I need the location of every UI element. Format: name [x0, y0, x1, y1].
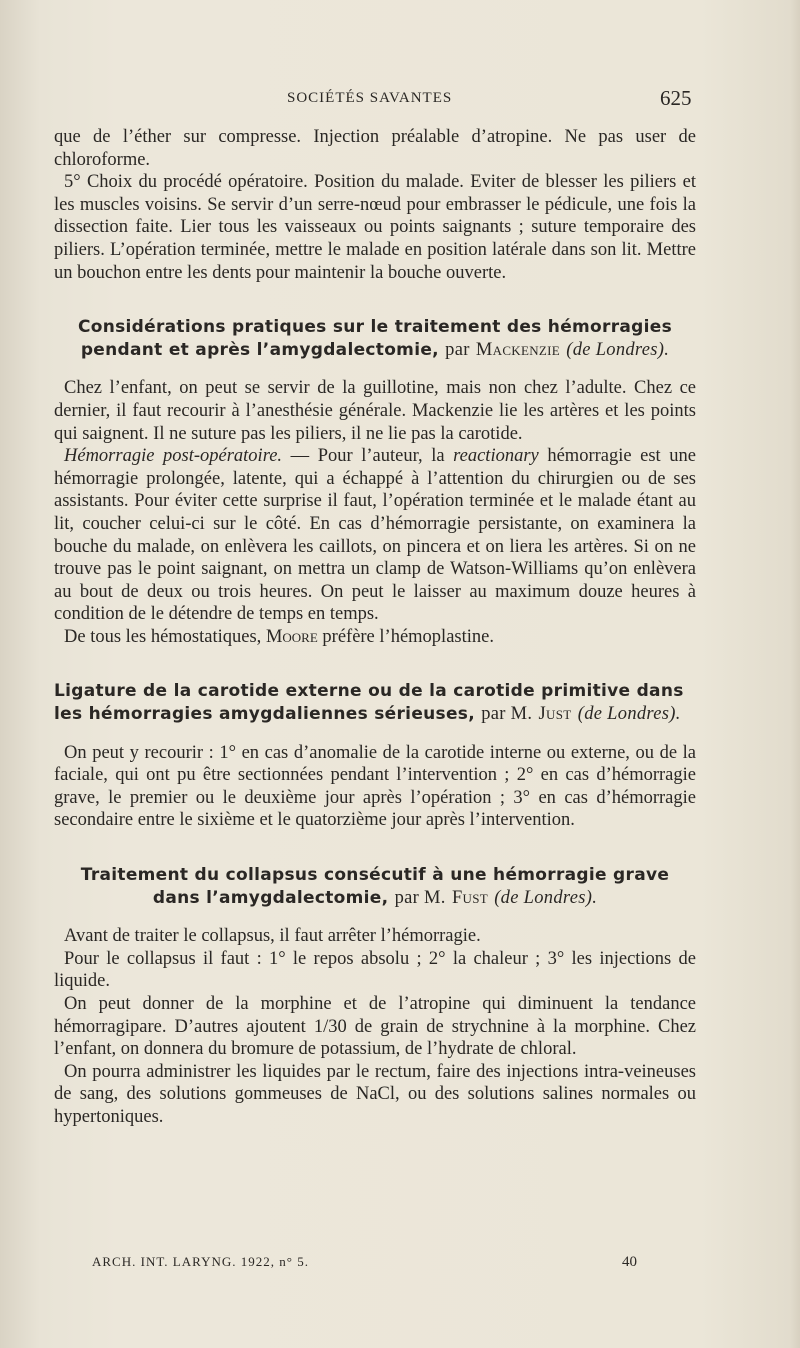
body-paragraph: De tous les hémostatiques, Moore préfère l’hémoplastine.	[64, 626, 494, 647]
section-title-text: Considérations pratiques sur le traitement des hémorragies pendant et après l’amygdalectomie,	[77, 317, 673, 360]
subheading: Hémorragie post-opératoire.	[64, 446, 283, 467]
page-number: 625	[660, 86, 692, 110]
body-paragraph: On peut y recourir : 1° en cas d’anomalie de la carotide interne ou externe, ou de la faciale, qui ont pu être sectionnées pendant l’intervention ; 2° en cas d’hémorragie grave, le premier ou le deuxième jour après l’opération ; 3° en cas d’hémorragie secondaire entre le sixième et le quatorzième jour après l’intervention.	[54, 742, 696, 831]
body-paragraph: Chez l’enfant, on peut se servir de la guillotine, mais non chez l’adulte. Chez ce dernier, il faut recourir à l’anesthésie générale. Mackenzie lie les artères et les points qui saignent. Il ne suture pas les piliers, il ne lie pas la carotide.	[54, 378, 696, 444]
journal-source: ARCH. INT. LARYNG. 1922, n° 5.	[92, 1254, 309, 1269]
section-place: (de Londres).	[494, 887, 598, 908]
section-title-par: par M.	[394, 887, 446, 908]
page-body	[54, 126, 696, 1129]
section-place: (de Londres).	[577, 704, 681, 725]
section-title-text: dans l’amygdalectomie,	[152, 887, 389, 908]
section-title-text: Traitement du collapsus consécutif à une hémorragie grave	[80, 865, 670, 886]
sheet-signature: 40	[622, 1254, 637, 1270]
page-header	[0, 86, 800, 116]
body-paragraph: Hémorragie post-opératoire. — Pour l’auteur, la reactionary hémorragie est une hémorragie prolongée, latente, qui a échappé à l’attention du chirurgien ou de ses assistants. Pour éviter cette surprise il faut, l’opération terminée et le malade étant au lit, coucher celui-ci sur le côté. En cas d’hémorragie persistante, on examinera la bouche du malade, on enlèvera les caillots, on pincera et on liera les artères. Si on ne trouve pas le point saignant, on mettra un clamp de Watson-Williams qu’on enlèvera au bout de deux ou trois heures. On peut le laisser au maximum douze heures à condition de le détendre de temps en temps.	[54, 446, 696, 625]
section-title-text: Ligature de la carotide externe ou de la carotide primitive dans les hémorragies amygdaliennes sérieuses,	[54, 681, 684, 725]
section-title-par: par M.	[481, 704, 533, 725]
section-author: Mackenzie	[475, 339, 561, 360]
section-place: (de Londres).	[566, 339, 670, 360]
body-paragraph: Avant de traiter le collapsus, il faut arrêter l’hémorragie.	[64, 926, 481, 947]
section-title	[54, 864, 696, 909]
section-author: Fust	[451, 887, 488, 908]
intro-paragraph: 5° Choix du procédé opératoire. Position du malade. Eviter de blesser les piliers et les muscles voisins. Se servir d’un serre-nœud pour embrasser le pédicule, une fois la dissection faite. Lier tous les vaisseaux ou points saignants ; suture temporaire des piliers. L’opération terminée, mettre le malade en position latérale dans son lit. Mettre un bouchon entre les dents pour maintenir la bouche ouverte.	[54, 172, 696, 283]
running-head: SOCIÉTÉS SAVANTES	[287, 90, 453, 106]
english-term: reactionary	[453, 446, 539, 467]
section-title	[54, 316, 696, 361]
author-name: Moore	[265, 626, 318, 647]
section-title-par: par	[445, 339, 470, 360]
body-paragraph: On pourra administrer les liquides par le rectum, faire des injections intra-veineuses de sang, des solutions gommeuses de NaCl, ou des solutions salines normales ou hypertoniques.	[54, 1061, 696, 1127]
intro-paragraph: que de l’éther sur compresse. Injection préalable d’atropine. Ne pas user de chloroforme.	[54, 127, 696, 170]
body-paragraph: Pour le collapsus il faut : 1° le repos absolu ; 2° la chaleur ; 3° les injections de liquide.	[54, 948, 696, 992]
body-paragraph: On peut donner de la morphine et de l’atropine qui diminuent la tendance hémorragipare. D’autres ajoutent 1/30 de grain de strychnine à la morphine. Chez l’enfant, on donnera du bromure de potassium, de l’hydrate de chloral.	[54, 994, 696, 1060]
section-title	[54, 680, 696, 725]
section-author: Just	[538, 704, 572, 725]
